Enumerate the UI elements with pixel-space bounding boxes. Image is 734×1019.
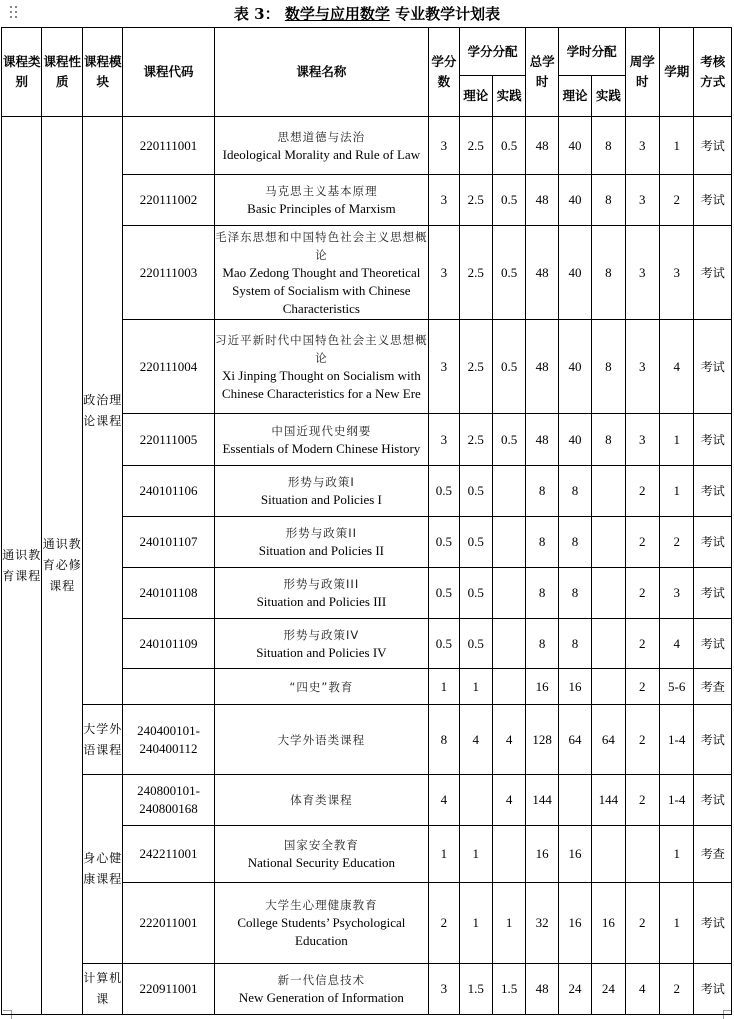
semester-cell: 1 — [660, 883, 694, 964]
course-name — [214, 826, 429, 883]
credits-cell: 3 — [429, 964, 459, 1015]
hour-practice-cell — [592, 466, 625, 517]
header-credits: 学分数 — [429, 28, 459, 117]
total-hours-cell: 16 — [526, 669, 558, 705]
header-nature: 课程性质 — [42, 28, 82, 117]
credits-cell: 3 — [429, 414, 459, 466]
weekly-hours-cell: 3 — [625, 226, 659, 320]
semester-cell: 1 — [660, 414, 694, 466]
course-code: 240101107 — [123, 517, 214, 568]
credit-practice-cell — [492, 669, 525, 705]
semester-cell: 2 — [660, 517, 694, 568]
assessment-cell: 考试 — [694, 705, 732, 775]
assessment-cell: 考试 — [694, 175, 732, 226]
hour-theory-cell: 40 — [558, 117, 591, 175]
total-hours-cell: 128 — [526, 705, 558, 775]
table-row — [2, 117, 732, 175]
hour-theory-cell: 24 — [558, 964, 591, 1015]
course-name-zh: 习近平新时代中国特色社会主义思想概论 — [215, 332, 428, 365]
course-code: 220111004 — [123, 320, 214, 414]
course-name — [214, 964, 429, 1015]
course-code: 240101109 — [123, 619, 214, 669]
header-credit-practice: 实践 — [492, 76, 525, 117]
total-hours-cell: 8 — [526, 466, 558, 517]
hour-theory-cell: 8 — [558, 466, 591, 517]
table-row — [2, 775, 732, 826]
credit-theory-cell: 2.5 — [459, 320, 492, 414]
credit-practice-cell: 0.5 — [492, 414, 525, 466]
course-name-zh: 毛泽东思想和中国特色社会主义思想概论 — [215, 229, 428, 262]
course-name — [214, 883, 429, 964]
total-hours-cell: 8 — [526, 568, 558, 619]
weekly-hours-cell: 3 — [625, 117, 659, 175]
header-weekly-hours: 周学时 — [625, 28, 659, 117]
teaching-plan-table — [1, 27, 732, 1015]
total-hours-cell: 8 — [526, 619, 558, 669]
hour-practice-cell: 8 — [592, 320, 625, 414]
header-semester: 学期 — [660, 28, 694, 117]
course-code: 240800101-240800168 — [123, 775, 214, 826]
credits-cell: 4 — [429, 775, 459, 826]
credit-theory-cell: 4 — [459, 705, 492, 775]
course-name-en: Ideological Morality and Rule of Law — [222, 146, 421, 162]
course-name-zh: 马克思主义基本原理 — [265, 184, 378, 198]
table-title — [0, 3, 734, 24]
course-code: 240400101-240400112 — [123, 705, 214, 775]
hour-practice-cell: 64 — [592, 705, 625, 775]
credit-practice-cell: 1.5 — [492, 964, 525, 1015]
hour-theory-cell: 16 — [558, 883, 591, 964]
credit-practice-cell — [492, 619, 525, 669]
course-code: 242211001 — [123, 826, 214, 883]
header-assessment: 考核方式 — [694, 28, 732, 117]
credit-theory-cell: 0.5 — [459, 466, 492, 517]
course-name-en: Situation and Policies IV — [256, 644, 387, 660]
credits-cell: 8 — [429, 705, 459, 775]
course-name-en: Situation and Policies II — [258, 543, 385, 558]
credits-cell: 0.5 — [429, 517, 459, 568]
hour-practice-cell — [592, 517, 625, 568]
course-name-zh: 体育类课程 — [290, 793, 353, 807]
credit-theory-cell: 2.5 — [459, 175, 492, 226]
total-hours-cell: 48 — [526, 175, 558, 226]
credit-practice-cell: 1 — [492, 883, 525, 964]
total-hours-cell: 8 — [526, 517, 558, 568]
assessment-cell: 考试 — [694, 517, 732, 568]
assessment-cell: 考试 — [694, 117, 732, 175]
assessment-cell: 考试 — [694, 466, 732, 517]
hour-theory-cell: 8 — [558, 517, 591, 568]
course-code: 220911001 — [123, 964, 214, 1015]
hour-theory-cell: 40 — [558, 175, 591, 226]
semester-cell: 1 — [660, 466, 694, 517]
weekly-hours-cell: 2 — [625, 883, 659, 964]
course-code: 220111005 — [123, 414, 214, 466]
hour-practice-cell: 144 — [592, 775, 625, 826]
hour-theory-cell: 16 — [558, 826, 591, 883]
hour-practice-cell: 8 — [592, 117, 625, 175]
hour-practice-cell — [592, 619, 625, 669]
credit-theory-cell: 1 — [459, 883, 492, 964]
course-name-zh: 中国近现代史纲要 — [271, 423, 372, 438]
course-name — [214, 568, 429, 619]
hour-practice-cell: 8 — [592, 175, 625, 226]
weekly-hours-cell: 4 — [625, 964, 659, 1015]
hour-theory-cell: 40 — [558, 226, 591, 320]
total-hours-cell: 48 — [526, 320, 558, 414]
assessment-cell: 考查 — [694, 669, 732, 705]
module-health-cell: 身心健康课程 — [82, 775, 122, 964]
course-name-en: Essentials of Modern Chinese History — [222, 440, 421, 456]
course-name — [214, 175, 429, 226]
total-hours-cell: 48 — [526, 414, 558, 466]
weekly-hours-cell: 2 — [625, 619, 659, 669]
credit-practice-cell — [492, 466, 525, 517]
assessment-cell: 考试 — [694, 414, 732, 466]
assessment-cell: 考试 — [694, 226, 732, 320]
credit-practice-cell: 0.5 — [492, 175, 525, 226]
hour-theory-cell: 8 — [558, 619, 591, 669]
hour-theory-cell: 40 — [558, 414, 591, 466]
course-name — [214, 775, 429, 826]
hour-theory-cell: 40 — [558, 320, 591, 414]
assessment-cell: 考试 — [694, 320, 732, 414]
credits-cell: 1 — [429, 669, 459, 705]
course-name — [214, 466, 429, 517]
header-total-hours: 总学时 — [526, 28, 558, 117]
course-name-zh: 新一代信息技术 — [277, 973, 366, 987]
hour-practice-cell: 16 — [592, 883, 625, 964]
course-name — [214, 517, 429, 568]
credit-theory-cell: 0.5 — [459, 517, 492, 568]
assessment-cell: 考试 — [694, 568, 732, 619]
course-name-en: Mao Zedong Thought and Theoretical System of Socialism with Chinese Characteristics — [222, 264, 421, 316]
credits-cell: 1 — [429, 826, 459, 883]
total-hours-cell: 144 — [526, 775, 558, 826]
credits-cell: 3 — [429, 320, 459, 414]
credit-practice-cell: 0.5 — [492, 117, 525, 175]
weekly-hours-cell: 2 — [625, 466, 659, 517]
credit-theory-cell — [459, 775, 492, 826]
credits-cell: 3 — [429, 226, 459, 320]
hour-practice-cell — [592, 826, 625, 883]
course-code: 220111001 — [123, 117, 214, 175]
semester-cell: 4 — [660, 320, 694, 414]
course-name-zh: 形势与政策IV — [283, 627, 360, 642]
credit-practice-cell: 4 — [492, 775, 525, 826]
course-name — [214, 669, 429, 705]
course-name — [214, 705, 429, 775]
assessment-cell: 考查 — [694, 826, 732, 883]
course-name — [214, 226, 429, 320]
total-hours-cell: 32 — [526, 883, 558, 964]
course-name-en: College Students’ Psychological Education — [237, 915, 406, 948]
title-subject: 数学与应用数学 — [284, 5, 390, 23]
header-hour-practice: 实践 — [592, 76, 625, 117]
hour-practice-cell — [592, 669, 625, 705]
semester-cell: 3 — [660, 226, 694, 320]
title-prefix: 表 3： — [233, 5, 280, 23]
credits-cell: 0.5 — [429, 568, 459, 619]
total-hours-cell: 48 — [526, 964, 558, 1015]
assessment-cell: 考试 — [694, 964, 732, 1015]
header-hour-dist: 学时分配 — [558, 28, 625, 76]
course-name-en: Situation and Policies I — [260, 492, 382, 507]
course-name — [214, 414, 429, 466]
course-name — [214, 117, 429, 175]
assessment-cell: 考试 — [694, 883, 732, 964]
header-name: 课程名称 — [214, 28, 429, 117]
hour-practice-cell: 24 — [592, 964, 625, 1015]
credit-practice-cell — [492, 568, 525, 619]
course-name-zh: 形势与政策II — [285, 526, 358, 540]
course-name — [214, 619, 429, 669]
course-code: 240101108 — [123, 568, 214, 619]
weekly-hours-cell: 3 — [625, 320, 659, 414]
assessment-cell: 考试 — [694, 619, 732, 669]
weekly-hours-cell: 2 — [625, 775, 659, 826]
credits-cell: 3 — [429, 175, 459, 226]
semester-cell: 4 — [660, 619, 694, 669]
credit-practice-cell: 0.5 — [492, 320, 525, 414]
total-hours-cell: 48 — [526, 117, 558, 175]
total-hours-cell: 16 — [526, 826, 558, 883]
hour-theory-cell: 64 — [558, 705, 591, 775]
course-name-zh: 形势与政策III — [283, 577, 360, 591]
credit-theory-cell: 2.5 — [459, 414, 492, 466]
module-politics-cell: 政治理论课程 — [82, 117, 122, 705]
course-name-en: New Generation of Information — [238, 990, 404, 1005]
course-code: 220111003 — [123, 226, 214, 320]
semester-cell: 1-4 — [660, 775, 694, 826]
hour-theory-cell — [558, 775, 591, 826]
credits-cell: 0.5 — [429, 466, 459, 517]
credit-theory-cell: 2.5 — [459, 117, 492, 175]
semester-cell: 1-4 — [660, 705, 694, 775]
header-credit-theory: 理论 — [459, 76, 492, 117]
course-name-zh: 国家安全教育 — [283, 838, 359, 852]
course-name-zh: 大学生心理健康教育 — [265, 898, 378, 912]
course-name-en: National Security Education — [247, 855, 396, 870]
header-module: 课程模块 — [82, 28, 122, 117]
course-code: 220111002 — [123, 175, 214, 226]
course-name-en: Xi Jinping Thought on Socialism with Chinese Characteristics for a New Ere — [221, 367, 421, 401]
assessment-cell: 考试 — [694, 775, 732, 826]
semester-cell: 1 — [660, 117, 694, 175]
credit-practice-cell: 0.5 — [492, 226, 525, 320]
credits-cell: 2 — [429, 883, 459, 964]
total-hours-cell: 48 — [526, 226, 558, 320]
credit-theory-cell: 0.5 — [459, 568, 492, 619]
category-cell: 通识教育课程 — [2, 117, 42, 1015]
header-category: 课程类别 — [2, 28, 42, 117]
credits-cell: 3 — [429, 117, 459, 175]
credit-theory-cell: 1.5 — [459, 964, 492, 1015]
semester-cell: 2 — [660, 964, 694, 1015]
hour-practice-cell — [592, 568, 625, 619]
header-code: 课程代码 — [123, 28, 214, 117]
credit-theory-cell: 2.5 — [459, 226, 492, 320]
course-code: 222011001 — [123, 883, 214, 964]
weekly-hours-cell: 3 — [625, 175, 659, 226]
module-foreign-cell: 大学外语课程 — [82, 705, 122, 775]
course-name-en: Situation and Policies III — [256, 594, 387, 609]
course-code — [123, 669, 214, 705]
hour-theory-cell: 16 — [558, 669, 591, 705]
header-credit-dist: 学分分配 — [459, 28, 526, 76]
title-suffix: 专业教学计划表 — [395, 5, 501, 23]
course-name-zh: 大学外语类课程 — [277, 732, 366, 747]
weekly-hours-cell — [625, 826, 659, 883]
hour-theory-cell: 8 — [558, 568, 591, 619]
nature-cell: 通识教育必修课程 — [42, 117, 82, 1015]
course-name — [214, 320, 429, 414]
course-name-zh: 形势与政策I — [287, 475, 355, 489]
semester-cell: 5-6 — [660, 669, 694, 705]
course-name-zh: 思想道德与法治 — [277, 129, 366, 144]
credit-practice-cell — [492, 826, 525, 883]
course-code: 240101106 — [123, 466, 214, 517]
weekly-hours-cell: 3 — [625, 414, 659, 466]
credit-theory-cell: 0.5 — [459, 619, 492, 669]
module-computer-cell: 计算机课 — [82, 964, 122, 1015]
credit-practice-cell — [492, 517, 525, 568]
weekly-hours-cell: 2 — [625, 705, 659, 775]
course-name-zh: “四史”教育 — [289, 679, 354, 694]
credit-theory-cell: 1 — [459, 826, 492, 883]
semester-cell: 3 — [660, 568, 694, 619]
semester-cell: 2 — [660, 175, 694, 226]
course-name-en: Basic Principles of Marxism — [247, 201, 396, 216]
weekly-hours-cell: 2 — [625, 669, 659, 705]
table-row — [2, 705, 732, 775]
credit-theory-cell: 1 — [459, 669, 492, 705]
credits-cell: 0.5 — [429, 619, 459, 669]
semester-cell: 1 — [660, 826, 694, 883]
header-hour-theory: 理论 — [558, 76, 591, 117]
weekly-hours-cell: 2 — [625, 568, 659, 619]
table-row — [2, 964, 732, 1015]
credit-practice-cell: 4 — [492, 705, 525, 775]
weekly-hours-cell: 2 — [625, 517, 659, 568]
hour-practice-cell: 8 — [592, 226, 625, 320]
hour-practice-cell: 8 — [592, 414, 625, 466]
